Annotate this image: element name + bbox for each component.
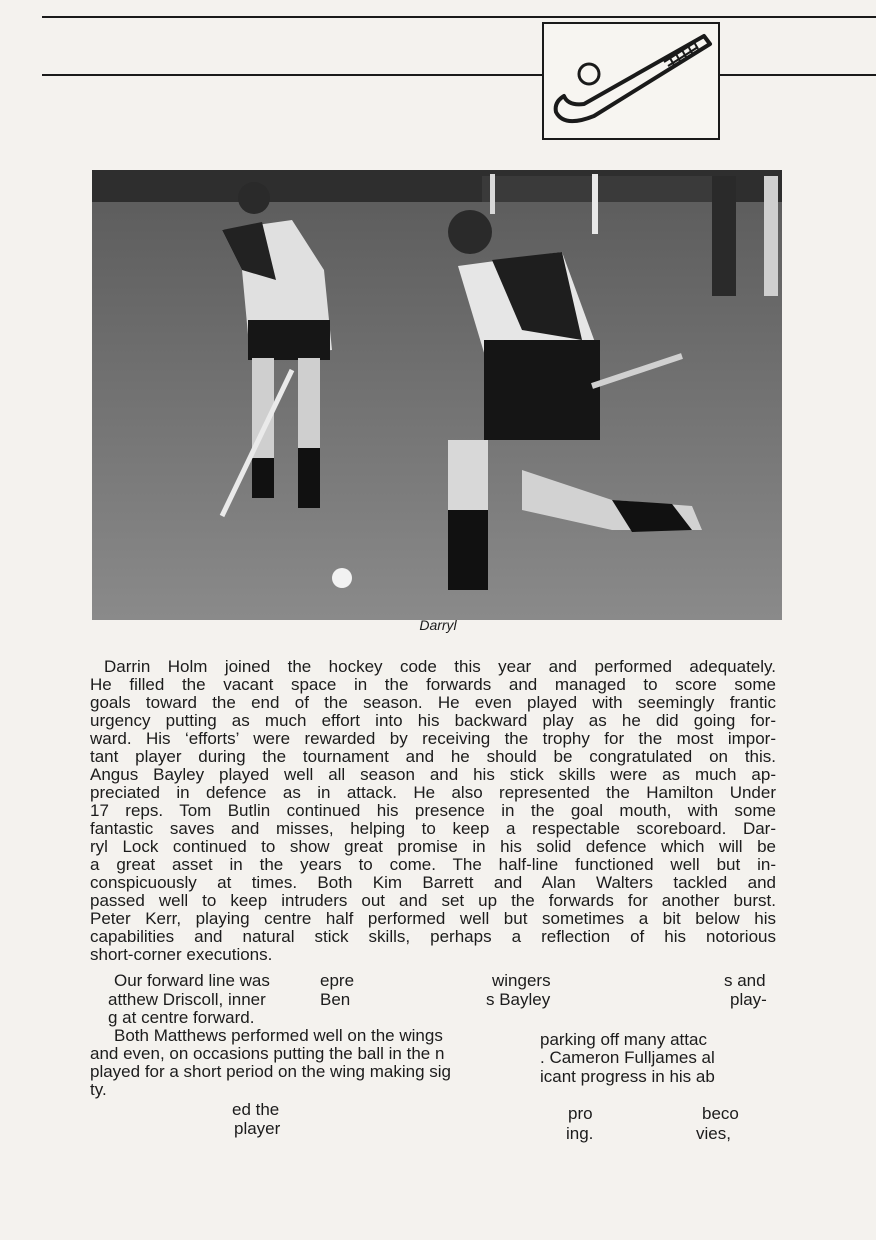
text-fragment: Ben [320,990,351,1009]
paragraph-line: Angus Bayley played well all season and his stick skills were as much ap- [90,765,776,784]
paragraph-line: conspicuously at times. Both Kim Barrett and Alan Walters tackled and [90,873,776,892]
text-fragment: ed the [232,1100,280,1119]
paragraph-line: 17 reps. Tom Butlin continued his presence in the goal mouth, with some [90,801,776,820]
text-fragment: play- [730,990,767,1009]
text-fragment: beco [702,1104,739,1123]
paragraph-line: ward. His ‘efforts’ were rewarded by receiving the trophy for the most impor- [90,729,776,748]
paragraph-line: fantastic saves and misses, helping to keep a respectable scoreboard. Dar- [90,819,776,838]
paragraph-line: capabilities and natural stick skills, perhaps a reflection of his notorious [90,927,776,946]
header-rule-top [42,16,876,18]
paragraph-line: ryl Lock continued to show great promise in his solid defence which will be [90,837,776,856]
text-fragment: parking off many attac [540,1030,707,1049]
text-fragment: ing. [566,1124,594,1143]
text-fragment: . Cameron Fulljames al [540,1048,715,1067]
text-fragment: ty. [90,1080,107,1099]
text-fragment: Our forward line was [114,971,270,990]
text-fragment: icant progress in his ab [540,1067,715,1086]
paragraph-line: tant player during the tournament and he should be congratulated on this. [90,747,776,766]
text-fragment: Both Matthews performed well on the wings [114,1026,443,1045]
text-fragment: and even, on occasions putting the ball in the n [90,1044,445,1063]
text-fragment: g at centre forward. [108,1008,255,1027]
paragraph-line: goals toward the end of the season. He even played with seemingly frantic [90,693,776,712]
header-rule-bottom [42,74,876,76]
photo-caption: Darryl [419,617,457,633]
text-fragment: s and [724,971,766,990]
text-fragment: vies, [696,1124,731,1143]
paragraph-line: short-corner executions. [90,945,273,964]
hockey-players-photo [92,170,782,620]
paragraph-line: a great asset in the years to come. The half-line functioned well but in- [90,855,776,874]
text-fragment: player [234,1119,281,1138]
text-fragment: pro [568,1104,593,1123]
paragraph-line: passed well to keep intruders out and set up the forwards for another burst. [90,891,776,910]
hockey-stick-and-ball-icon [542,22,720,140]
text-fragment: atthew Driscoll, inner [108,990,266,1009]
paragraph-line: He filled the vacant space in the forwards and managed to score some [90,675,776,694]
text-fragment: wingers [492,971,551,990]
text-fragment: epre [320,971,355,990]
paragraph-line: Darrin Holm joined the hockey code this year and performed adequately. [104,657,776,676]
paragraph-line: urgency putting as much effort into his backward play as he did going for- [90,711,776,730]
text-fragment: played for a short period on the wing making sig [90,1062,451,1081]
paragraph-line: Peter Kerr, playing centre half performed well but sometimes a bit below his [90,909,776,928]
paragraph-line: preciated in defence as in attack. He also represented the Hamilton Under [90,783,776,802]
text-fragment: s Bayley [486,990,551,1009]
